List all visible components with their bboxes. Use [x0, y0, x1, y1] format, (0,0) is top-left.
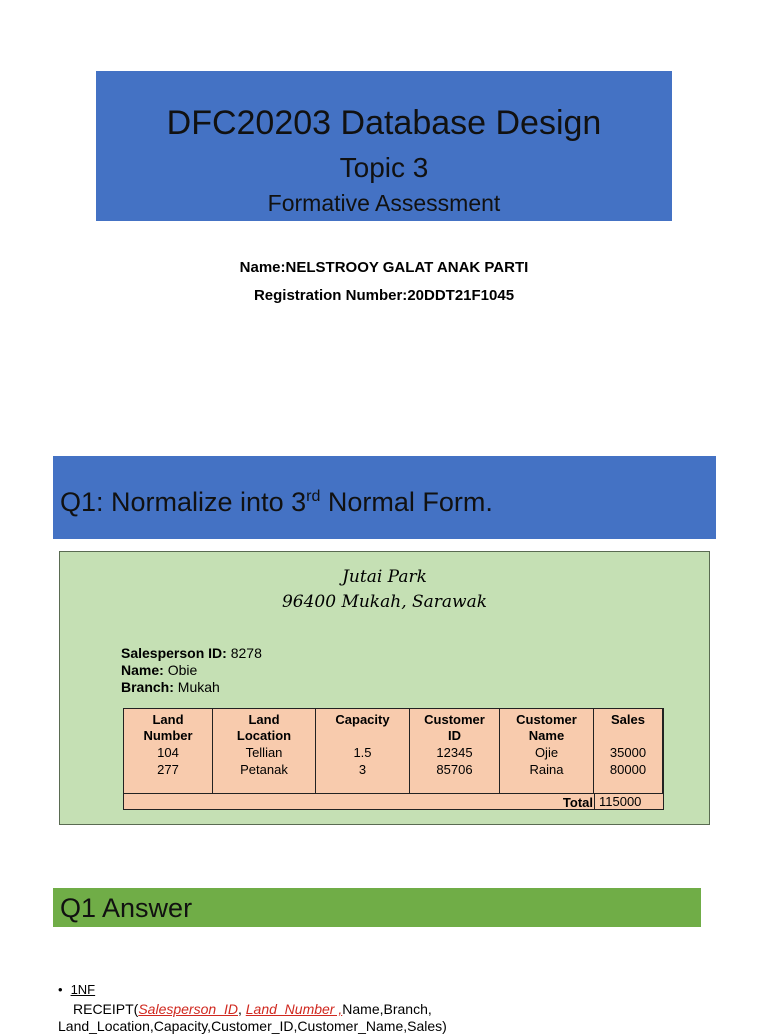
- key-separator: ,: [237, 1001, 246, 1017]
- salesperson-branch: [121, 679, 220, 695]
- relation-name: RECEIPT(: [73, 1001, 139, 1017]
- column-header: Customer Name: [516, 712, 577, 743]
- table-cell: 3: [358, 762, 367, 777]
- answer-step: [58, 982, 95, 997]
- receipt-image: [59, 551, 710, 825]
- sales-table: [123, 708, 664, 810]
- total-row: [124, 793, 663, 810]
- answer-heading: Q1 Answer: [60, 893, 193, 923]
- step-label: 1NF: [70, 982, 96, 997]
- store-address: 96400 Mukah, Sarawak: [281, 592, 488, 612]
- title-banner: [96, 71, 672, 221]
- column-capacity: [316, 709, 410, 793]
- salesperson-id: [121, 645, 262, 661]
- relation-attributes-2: Land_Location,Capacity,Customer_ID,Customer_Name,Sales): [58, 1018, 447, 1034]
- column-header: Customer ID: [424, 712, 485, 743]
- column-header: Sales: [611, 712, 645, 727]
- column-sales: [594, 709, 663, 793]
- bullet-icon: •: [58, 982, 63, 997]
- column-header: Capacity: [335, 712, 390, 727]
- column-header: Land Location: [236, 712, 292, 743]
- table-cell: Petanak: [240, 762, 288, 777]
- question-text: [60, 481, 493, 518]
- table-cell: Ojie: [534, 745, 559, 760]
- column-land-number: [124, 709, 213, 793]
- primary-key-salesperson: Salesperson_ID: [138, 1001, 238, 1017]
- student-name-value: NELSTROOY GALAT ANAK PARTI: [285, 259, 529, 276]
- question-superscript: rd: [306, 488, 321, 505]
- question-suffix: Normal Form.: [320, 487, 493, 517]
- table-cell: 104: [157, 745, 179, 760]
- primary-key-land: Land_Number ,: [245, 1001, 343, 1017]
- topic-label: Topic 3: [339, 152, 429, 183]
- document-title: DFC20203 Database Design: [166, 104, 602, 142]
- table-cell: 80000: [609, 762, 647, 777]
- registration-value: 20DDT21F1045: [407, 287, 515, 304]
- salesperson-name-value: Obie: [167, 662, 198, 678]
- column-customer-id: [410, 709, 500, 793]
- salesperson-name: [121, 662, 197, 678]
- relation-attributes-1: Name,Branch,: [342, 1001, 432, 1017]
- salesperson-id-value: 8278: [230, 645, 262, 661]
- student-name: [0, 259, 768, 276]
- salesperson-name-label: Name:: [121, 662, 164, 678]
- store-name: Jutai Park: [342, 567, 427, 587]
- assessment-subtitle: Formative Assessment: [267, 190, 501, 216]
- total-value: 115000: [594, 794, 663, 810]
- column-land-location: [213, 709, 316, 793]
- table-cell: 85706: [436, 762, 473, 777]
- question-prefix: Q1: Normalize into 3: [60, 487, 307, 517]
- table-cell: 277: [157, 762, 179, 777]
- table-cell: 1.5: [353, 745, 372, 760]
- table-cell: 12345: [436, 745, 473, 760]
- student-name-label: Name:: [239, 259, 286, 276]
- table-cell: Tellian: [245, 745, 283, 760]
- table-cell: 35000: [609, 745, 647, 760]
- relation-line: [73, 1001, 432, 1017]
- column-header: Land Number: [143, 712, 193, 743]
- salesperson-id-label: Salesperson ID:: [121, 645, 227, 661]
- answer-banner: [53, 888, 701, 927]
- column-customer-name: [500, 709, 594, 793]
- table-cell: Raina: [529, 762, 564, 777]
- question-banner: [53, 456, 716, 539]
- branch-value: Mukah: [177, 679, 220, 695]
- registration-label: Registration Number:: [253, 287, 408, 304]
- student-registration: [0, 287, 768, 304]
- branch-label: Branch:: [121, 679, 174, 695]
- total-label: Total: [562, 795, 593, 810]
